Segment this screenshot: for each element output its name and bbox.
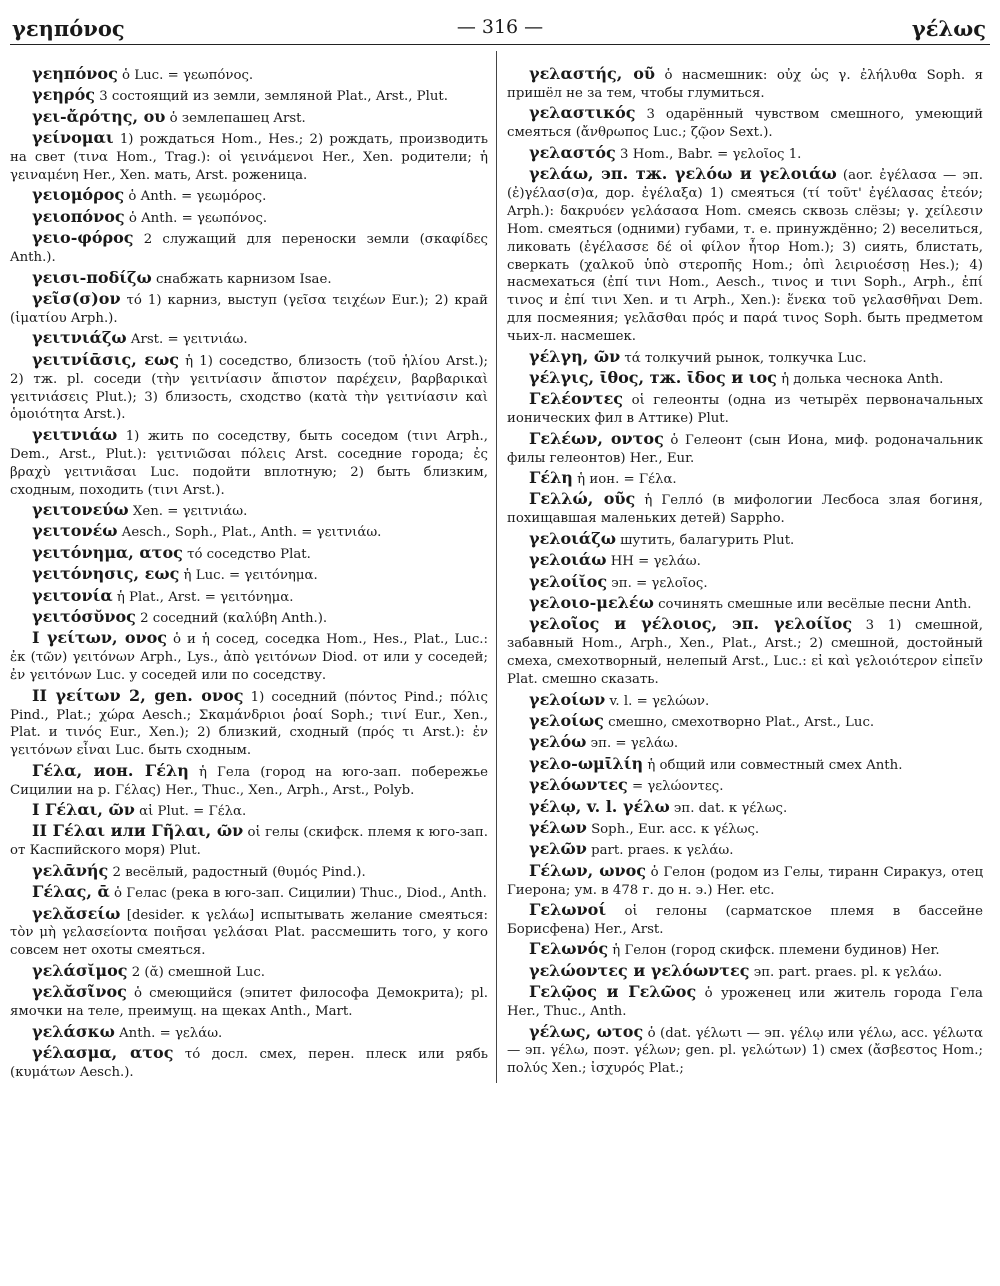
entry-headword: γελοιο-μελέω	[529, 592, 654, 612]
entry-headword: γειτονεύω	[32, 499, 129, 519]
dictionary-entry	[10, 329, 488, 349]
dictionary-entry	[10, 822, 488, 860]
dictionary-entry	[507, 390, 983, 428]
dictionary-entry	[10, 862, 488, 882]
entry-definition: ὁ насмешник: οὐχ ὡς γ. ἐλήλυθα Soph. я пришёл не за тем, чтобы глумиться.	[507, 68, 983, 101]
dictionary-entry	[10, 501, 488, 521]
page-header	[10, 12, 990, 40]
entry-headword: γεηπόνος	[32, 64, 118, 83]
dictionary-entry	[507, 733, 983, 753]
dictionary-entry	[10, 186, 488, 206]
right-column	[497, 65, 983, 1083]
entry-headword: γειτόνημα, ατος	[32, 542, 183, 562]
entry-definition: эп. = γελοῖος.	[607, 575, 708, 591]
entry-definition: HH = γελάω.	[606, 554, 701, 570]
dictionary-entry	[507, 615, 983, 689]
entry-definition: ὁ Luc. = γεωπόνος.	[117, 68, 254, 83]
entry-headword: γελᾰσῖνος	[32, 982, 127, 1002]
dictionary-entry	[10, 269, 488, 289]
entry-headword: I γείτων, ονος	[32, 628, 168, 648]
text-columns	[10, 65, 990, 1083]
entry-definition: ὁ землепашец Arst.	[165, 110, 306, 126]
entry-headword: γελᾱνής	[32, 860, 109, 880]
entry-headword: γελόω	[529, 732, 587, 752]
entry-definition: 1) рождаться Hom., Hes.; 2) рождать, производить на свет (τινα Hom., Trag.): οἱ γεινάμενοι Her., Xen. родители; ἡ γειναμένη Her., Xen. мать, Arst. роженица.	[10, 132, 488, 184]
dictionary-entry	[10, 544, 488, 564]
entry-definition: 1) соседний (πόντος Pind.; πόλις Pind., Plat.; χώρα Aesch.; Σκαμάνδριοι ῥοαί Soph.; τινί Eur., Xen., Plat. и τινός Eur., Xen.); 2) близкий, сходный (πρός τι Arst.): ἐν γειτόνων εἶναι Luc. быть сходным.	[10, 689, 488, 759]
dictionary-entry	[10, 208, 488, 228]
entry-definition: ὁ (dat. γέλωτι — эп. γέλῳ или γέλω, acc. γέλωτα — эп. γέλω, поэт. γέλων; gen. pl. γελώτων) 1) смех (ἄσβεστος Hom.; πολύς Xen.; ἰσχυρός Plat.;	[507, 1025, 984, 1077]
entry-headword: γειο-φόρος	[32, 228, 134, 248]
entry-definition: 3 Hom., Babr. = γελοῖος 1.	[615, 146, 802, 162]
entry-headword: γελοιάζω	[529, 528, 616, 548]
dictionary-entry	[507, 165, 983, 346]
dictionary-entry	[10, 905, 488, 961]
dictionary-entry	[10, 565, 488, 585]
dictionary-entry	[507, 1023, 983, 1079]
dictionary-entry	[10, 65, 488, 85]
dictionary-entry	[507, 530, 983, 550]
dictionary-entry	[10, 801, 488, 821]
dictionary-entry	[507, 594, 983, 614]
entry-definition: ἡ 1) соседство, близость (τοῦ ἡλίου Arst.); 2) тж. pl. соседи (τὴν γειτνίασιν ἄπιστον παρέχειν, βαρβαρικαὶ γειτνιάσεις Plut.); 3) близость, сходство (κατὰ τὴν γειτνίασιν καὶ ὁμοιότητα Arst.).	[10, 353, 488, 423]
entry-headword: γελάω, эп. тж. γελόω и γελοιάω	[529, 164, 837, 184]
dictionary-entry	[507, 348, 983, 368]
dictionary-entry	[507, 755, 983, 775]
entry-headword: II γείτων 2, gen. ονος	[32, 685, 244, 705]
dictionary-entry	[507, 901, 983, 939]
entry-definition: шутить, балагурить Plut.	[615, 532, 795, 548]
entry-definition: Aesch., Soph., Plat., Anth. = γειτνιάω.	[117, 525, 382, 541]
entry-definition: τό соседство Plat.	[182, 546, 311, 562]
entry-headword: γελόωντες	[529, 775, 628, 795]
entry-headword: Γέλων, ωνος	[529, 860, 646, 880]
dictionary-entry	[10, 229, 488, 267]
dictionary-entry	[507, 712, 983, 732]
dictionary-entry	[10, 687, 488, 761]
dictionary-entry	[10, 1023, 488, 1043]
entry-headword: γει-ἄρότης, ου	[32, 106, 166, 126]
entry-definition: 3 одарённый чувством смешного, умеющий смеяться (ἄνθρωπος Luc.; ζῷον Sext.).	[507, 107, 983, 141]
entry-headword: γελο-ωμῑλίη	[529, 753, 644, 773]
dictionary-entry	[507, 469, 983, 489]
entry-definition: ὁ Anth. = γεωπόνος.	[124, 210, 268, 226]
entry-definition: ἡ ион. = Γέλα.	[572, 472, 677, 488]
entry-definition: 3 1) смешной, забавный Hom., Arph., Xen., Plat., Arst.; 2) смешной, достойный смеха, смехотворный, нелепый Arst., Luc.: εἰ καὶ γελοιότερον εἰπεῖν Plat. смешно сказать.	[507, 618, 983, 688]
dictionary-entry	[10, 883, 488, 903]
dictionary-entry	[507, 369, 983, 389]
entry-definition: οἱ гелоны (сарматское племя в бассейне Борисфена) Her., Arst.	[507, 904, 983, 937]
entry-headword: Γέλα, ион. Γέλη	[32, 760, 189, 780]
entry-headword: I Γέλαι, ῶν	[32, 800, 135, 820]
entry-headword: γελάσκω	[32, 1021, 115, 1041]
entry-definition: смешно, смехотворно Plat., Arst., Luc.	[603, 714, 875, 730]
dictionary-entry	[507, 983, 983, 1021]
dictionary-entry	[507, 776, 983, 796]
entry-headword: γελοίως	[529, 710, 604, 730]
entry-headword: γελοίων	[529, 689, 606, 709]
entry-definition: эп. part. praes. pl. к γελάω.	[749, 964, 943, 980]
dictionary-entry	[10, 962, 488, 982]
entry-headword: γελῶν	[529, 839, 587, 859]
entry-headword: γέλων	[529, 817, 587, 837]
dictionary-entry	[507, 144, 983, 164]
entry-headword: γειτόσῠνος	[32, 606, 136, 626]
entry-headword: γέλῳ, v. l. γέλω	[529, 796, 670, 816]
dictionary-entry	[507, 962, 983, 982]
entry-definition: τό 1) карниз, выступ (γεῖσα τειχέων Eur.); 2) край (ἱματίου Arph.).	[10, 292, 488, 326]
entry-headword: γειοπόνος	[32, 206, 125, 226]
dictionary-entry	[507, 490, 983, 528]
page-number: — 316 —	[456, 16, 544, 38]
entry-definition: ἡ Гелон (город скифск. племени будинов) Her.	[608, 943, 940, 959]
entry-headword: Γέλας, ᾱ	[32, 882, 110, 902]
left-column	[10, 65, 496, 1083]
entry-definition: 3 состоящий из земли, земляной Plat., Arst., Plut.	[94, 89, 448, 105]
entry-headword: II Γέλαι или Γῆλαι, ῶν	[32, 821, 244, 841]
dictionary-entry	[10, 587, 488, 607]
dictionary-entry	[10, 983, 488, 1021]
dictionary-entry	[507, 940, 983, 960]
entry-definition: ὁ Гелон (родом из Гелы, тиранн Сиракуз, отец Гиерона; ум. в 478 г. до н. э.) Her. etc.	[507, 864, 983, 898]
entry-definition: Anth. = γελάω.	[114, 1025, 223, 1041]
entry-headword: γελοῖος и γέλοιος, эп. γελοίῐος	[529, 614, 853, 634]
entry-definition: 2 служащий для переноски земли (σκαφίδες Anth.).	[10, 232, 488, 266]
dictionary-entry	[10, 1044, 488, 1082]
entry-headword: γεηρός	[32, 85, 95, 105]
entry-definition: ἡ Гелло́ (в мифологии Лесбоса злая богиня, похищавшая маленьких детей) Sappho.	[507, 493, 983, 527]
entry-definition: τά толкучий рынок, толкучка Luc.	[620, 350, 867, 366]
running-head-left: γεηπόνος	[12, 16, 125, 41]
dictionary-entry	[507, 798, 983, 818]
entry-definition: ἡ долька чеснока Anth.	[776, 372, 944, 387]
dictionary-entry	[507, 551, 983, 571]
entry-headword: γεισι-ποδίζω	[32, 267, 152, 287]
dictionary-entry	[10, 351, 488, 425]
dictionary-entry	[507, 862, 983, 900]
entry-definition: [desider. к γελάω] испытывать желание смеяться: τὸν μὴ γελασείοντα ποιῆσαι γελάσαι Plat. рассмешить того, у кого совсем нет охоты смеяться.	[10, 907, 488, 959]
dictionary-entry	[507, 65, 983, 103]
entry-definition: Xen. = γειτνιάω.	[128, 503, 248, 519]
entry-headword: γελοίῐος	[529, 571, 608, 591]
entry-headword: γεῖσ(σ)ον	[32, 288, 121, 308]
entry-headword: γελαστής, οῦ	[529, 64, 655, 83]
entry-headword: γειτνιάζω	[32, 328, 127, 348]
entry-definition: ὁ уроженец или житель города Гела Her., Thuc., Anth.	[507, 986, 983, 1020]
entry-headword: Γελωνοί	[529, 900, 607, 920]
entry-definition: сочинять смешные или весёлые песни Anth.	[653, 596, 972, 612]
entry-headword: Γελέων, οντος	[529, 428, 664, 448]
entry-definition: ὁ Гелеонт (сын Иона, миф. родоначальник филы гелеонтов) Her., Eur.	[507, 432, 983, 466]
entry-headword: γελοιάω	[529, 550, 607, 570]
entry-headword: Γελέοντες	[529, 389, 624, 409]
running-head-right: γέλως	[911, 16, 986, 41]
dictionary-entry	[10, 426, 488, 500]
entry-definition: ἡ общий или совместный смех Anth.	[643, 757, 903, 773]
entry-definition: part. praes. к γελάω.	[586, 843, 734, 859]
entry-definition: τό досл. смех, перен. плеск или рябь (κυμάτων Aesch.).	[10, 1046, 488, 1080]
dictionary-entry	[507, 840, 983, 860]
entry-headword: γειτνιάω	[32, 424, 118, 444]
entry-headword: γέλγις, ῑθος, тж. ῑδος и ιος	[529, 368, 777, 387]
dictionary-entry	[10, 86, 488, 106]
entry-headword: γέλγη, ῶν	[529, 346, 621, 366]
entry-definition: 2 весёлый, радостный (θυμός Pind.).	[108, 864, 366, 880]
entry-headword: γελᾰσείω	[32, 903, 121, 923]
entry-definition: οἱ гелеонты (одна из четырёх первоначальных ионических фил в Аттике) Plut.	[507, 393, 983, 427]
entry-definition: ὁ и ἡ сосед, соседка Hom., Hes., Plat., Luc.: ἐκ (τῶν) γειτόνων Arph., Lys., ἀπὸ γειτόνων Diod. от или у соседей; ἐν γειτόνων Luc. у соседей или по соседству.	[10, 632, 489, 684]
dictionary-entry	[10, 522, 488, 542]
entry-definition: ὁ Гелас (река в юго-зап. Сицилии) Thuc., Diod., Anth.	[109, 886, 487, 902]
entry-definition: 2 (ᾰ) смешной Luc.	[127, 964, 266, 980]
dictionary-entry	[507, 819, 983, 839]
dictionary-entry	[10, 290, 488, 328]
dictionary-entry	[10, 762, 488, 800]
entry-definition: Soph., Eur. acc. к γέλως.	[586, 821, 760, 837]
entry-headword: γείνομαι	[32, 128, 114, 148]
entry-headword: γέλασμα, ατος	[32, 1042, 174, 1062]
entry-headword: γειτόνησις, εως	[32, 564, 180, 584]
entry-headword: γελάσῐμος	[32, 960, 128, 980]
entry-definition: (aor. ἐγέλασα — эп. (ἐ)γέλασ(σ)α, дор. ἐγέλαξα) 1) смеяться (τί τοῦτ' ἐγέλασας ἐτεόν; Arph.): δακρυόεν γελάσασα Hom. смеясь сквозь слёзы; γ. χείλεσιν Hom. смеяться (одними) губами, т. е. принуждённо; 2) веселиться, ликовать (ἐγέλασσε δέ οἱ φίλον ἦτορ Hom.); 3) сиять, блистать, сверкать (χαλκοῦ ὑπὸ στεροπῆς Hom.; ὀπὶ λειριοέσσῃ Hes.); 4) насмехаться (ἐπί τινι Hom., Aesch., τινος и τινι Soph., Arph., ἐπί τινος и ἐπί τινι Xen. и τι Arph., Xen.): ἕνεκα τοῦ γελασθῆναι Dem. для посмеяния; γελᾶσθαι πρός и παρά τινος Soph. быть предметом чьих-л. насмешек.	[507, 168, 983, 345]
entry-definition: οἱ гелы (скифск. племя к юго-зап. от Каспийского моря) Plut.	[10, 825, 488, 859]
header-rule	[10, 44, 990, 45]
entry-definition: снабжать карнизом Isae.	[151, 271, 332, 287]
entry-definition: αἱ Plut. = Γέλα.	[134, 804, 247, 820]
dictionary-entry	[507, 691, 983, 711]
entry-headword: γελαστός	[529, 142, 616, 162]
entry-headword: Γελλώ, οῦς	[529, 489, 636, 509]
entry-definition: 2 соседний (καλύβη Anth.).	[135, 610, 328, 626]
entry-definition: v. l. = γελώων.	[605, 693, 710, 709]
entry-headword: γελαστικός	[529, 103, 636, 123]
dictionary-entry	[10, 108, 488, 128]
dictionary-entry	[507, 573, 983, 593]
dictionary-entry	[507, 430, 983, 468]
entry-definition: ἡ Luc. = γειτόνημα.	[179, 568, 318, 584]
entry-headword: γέλως, ωτος	[529, 1021, 644, 1041]
entry-headword: Γελωνός	[529, 939, 609, 959]
dictionary-entry	[10, 129, 488, 185]
dictionary-entry	[507, 104, 983, 142]
dictionary-entry	[10, 629, 488, 685]
entry-headword: Γέλη	[529, 468, 573, 488]
entry-headword: γειτονέω	[32, 521, 118, 541]
entry-definition: ὁ Anth. = γεωμόρος.	[124, 189, 267, 205]
entry-definition: 1) жить по соседству, быть соседом (τινι Arph., Dem., Arst., Plut.): γειτνιῶσαι πόλεις Arst. соседние города; ἐς βραχὺ γειτνιᾶσαι Luc. подойти вплотную; 2) быть близким, сходным, походить (τινι Arst.).	[10, 428, 488, 498]
entry-definition: эп. dat. к γέλως.	[669, 800, 788, 816]
entry-definition: ἡ Гела (город на юго-зап. побережье Сицилии на р. Γέλας) Her., Thuc., Xen., Arph., Arst., Polyb.	[10, 764, 488, 798]
entry-definition: ἡ Plat., Arst. = γειτόνημα.	[112, 589, 294, 605]
entry-headword: γειτνίᾱσις, εως	[32, 349, 179, 369]
entry-definition: ὁ смеющийся (эпитет философа Демокрита); pl. ямочки на теле, преимущ. на щеках Anth., Mart.	[10, 986, 488, 1020]
entry-headword: γελώοντες и γελόωντες	[529, 960, 750, 980]
entry-definition: эп. = γελάω.	[586, 736, 679, 752]
entry-headword: γειτονία	[32, 585, 113, 605]
entry-definition: = γελώοντες.	[627, 779, 724, 795]
entry-headword: γειομόρος	[32, 185, 125, 205]
entry-definition: Arst. = γειτνιάω.	[126, 332, 248, 348]
entry-headword: Γελῷος и Γελῶος	[529, 982, 697, 1002]
dictionary-entry	[10, 608, 488, 628]
